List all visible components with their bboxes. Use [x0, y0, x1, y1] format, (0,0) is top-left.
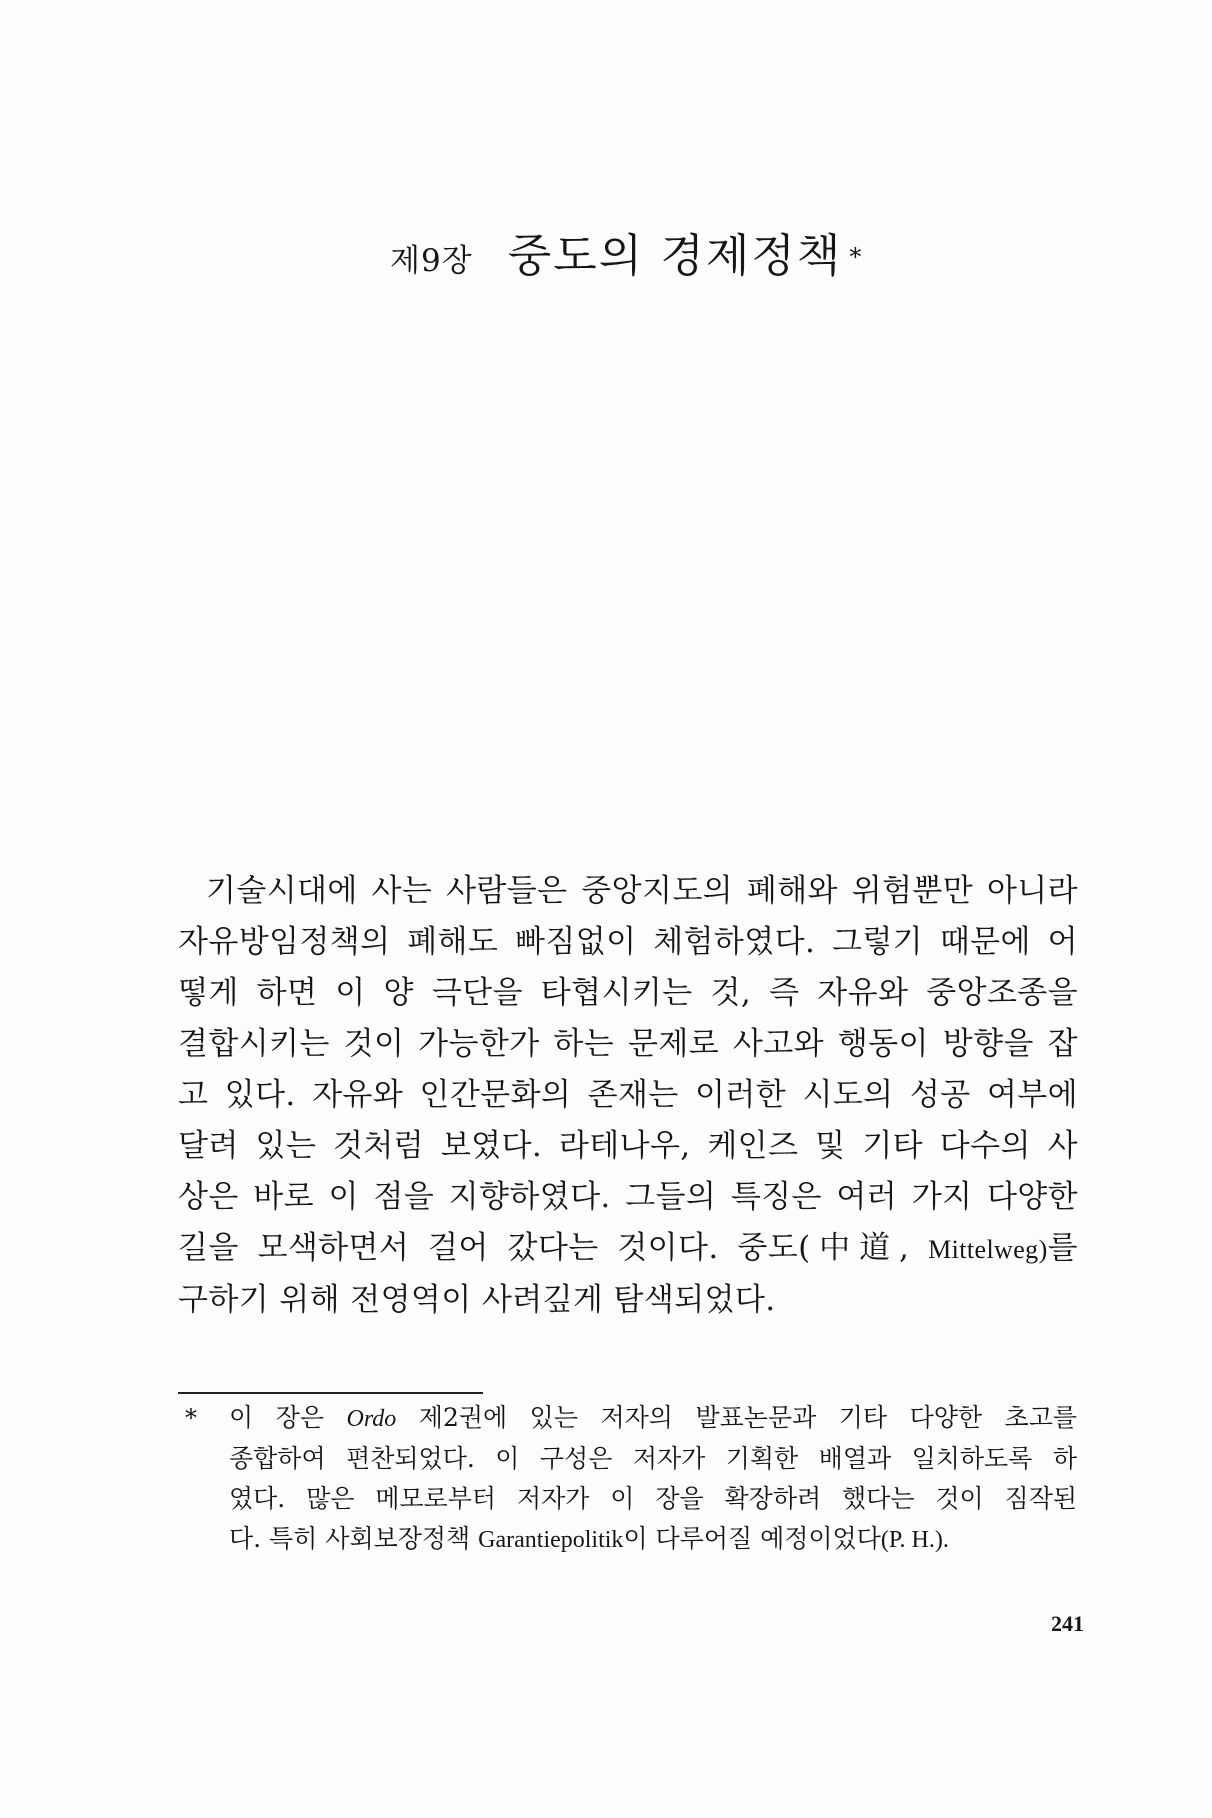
footnote-line-4 — [185, 1519, 1077, 1560]
body-line-1: 기술시대에 사는 사람들은 중앙지도의 폐해와 위험뿐만 아니라 — [206, 873, 1078, 909]
chapter-heading — [390, 219, 890, 289]
chapter-title: 중도의 경제정책 — [507, 229, 843, 282]
body-line-7: 상은 바로 이 점을 지향하였다. 그들의 특징은 여러 가지 다양한 — [178, 1179, 1078, 1215]
chapter-footnote — [185, 1398, 1077, 1560]
footnote-line-1 — [185, 1398, 1077, 1439]
footnote-marker[interactable]: * — [185, 1404, 197, 1432]
body-paragraph — [178, 866, 1078, 1326]
footnote-line-4-middle: 이 다루어질 예정이었다 — [623, 1524, 881, 1553]
body-line-4: 결합시키는 것이 가능한가 하는 문제로 사고와 행동이 방향을 잡 — [178, 1026, 1078, 1062]
footnote-ordo-title: Ordo — [346, 1406, 397, 1432]
body-line-2: 자유방임정책의 폐해도 빠짐없이 체험하였다. 그렇기 때문에 어 — [178, 924, 1078, 960]
footnote-line-4-start: 다. 특히 사회보장정책 — [229, 1524, 479, 1553]
footnote-line-3: 였다. 많은 메모로부터 저자가 이 장을 확장하려 했다는 것이 짐작된 — [229, 1484, 1077, 1513]
page-number: 241 — [1051, 1611, 1084, 1636]
footnote-divider — [178, 1392, 483, 1394]
footnote-author-initials: (P. H.). — [880, 1527, 949, 1553]
footnote-garantiepolitik: Garantiepolitik — [478, 1527, 624, 1553]
footnote-line-2: 종합하여 편찬되었다. 이 구성은 저자가 기획한 배열과 일치하도록 하 — [229, 1444, 1077, 1473]
footnote-line-1-end: 제2권에 있는 저자의 발표논문과 기타 다양한 초고를 — [396, 1403, 1077, 1432]
chapter-number: 제9장 — [390, 243, 473, 279]
body-line-5: 고 있다. 자유와 인간문화의 존재는 이러한 시도의 성공 여부에 — [178, 1077, 1078, 1113]
body-line-6: 달려 있는 것처럼 보였다. 라테나우, 케인즈 및 기타 다수의 사 — [178, 1128, 1078, 1164]
body-line-8-korean: 길을 모색하면서 걸어 갔다는 것이다. 중도(中道, — [178, 1230, 929, 1266]
footnote-line-1-start: 이 장은 — [229, 1403, 347, 1432]
chapter-footnote-marker[interactable]: * — [849, 242, 862, 271]
body-line-3: 떻게 하면 이 양 극단을 타협시키는 것, 즉 자유와 중앙조종을 — [178, 975, 1078, 1011]
body-line-8-ending: 를 — [1047, 1230, 1078, 1266]
body-line-8 — [178, 1223, 1078, 1275]
body-line-9: 구하기 위해 전영역이 사려깊게 탐색되었다. — [178, 1282, 776, 1318]
body-line-8-latin: Mittelweg) — [928, 1235, 1048, 1264]
